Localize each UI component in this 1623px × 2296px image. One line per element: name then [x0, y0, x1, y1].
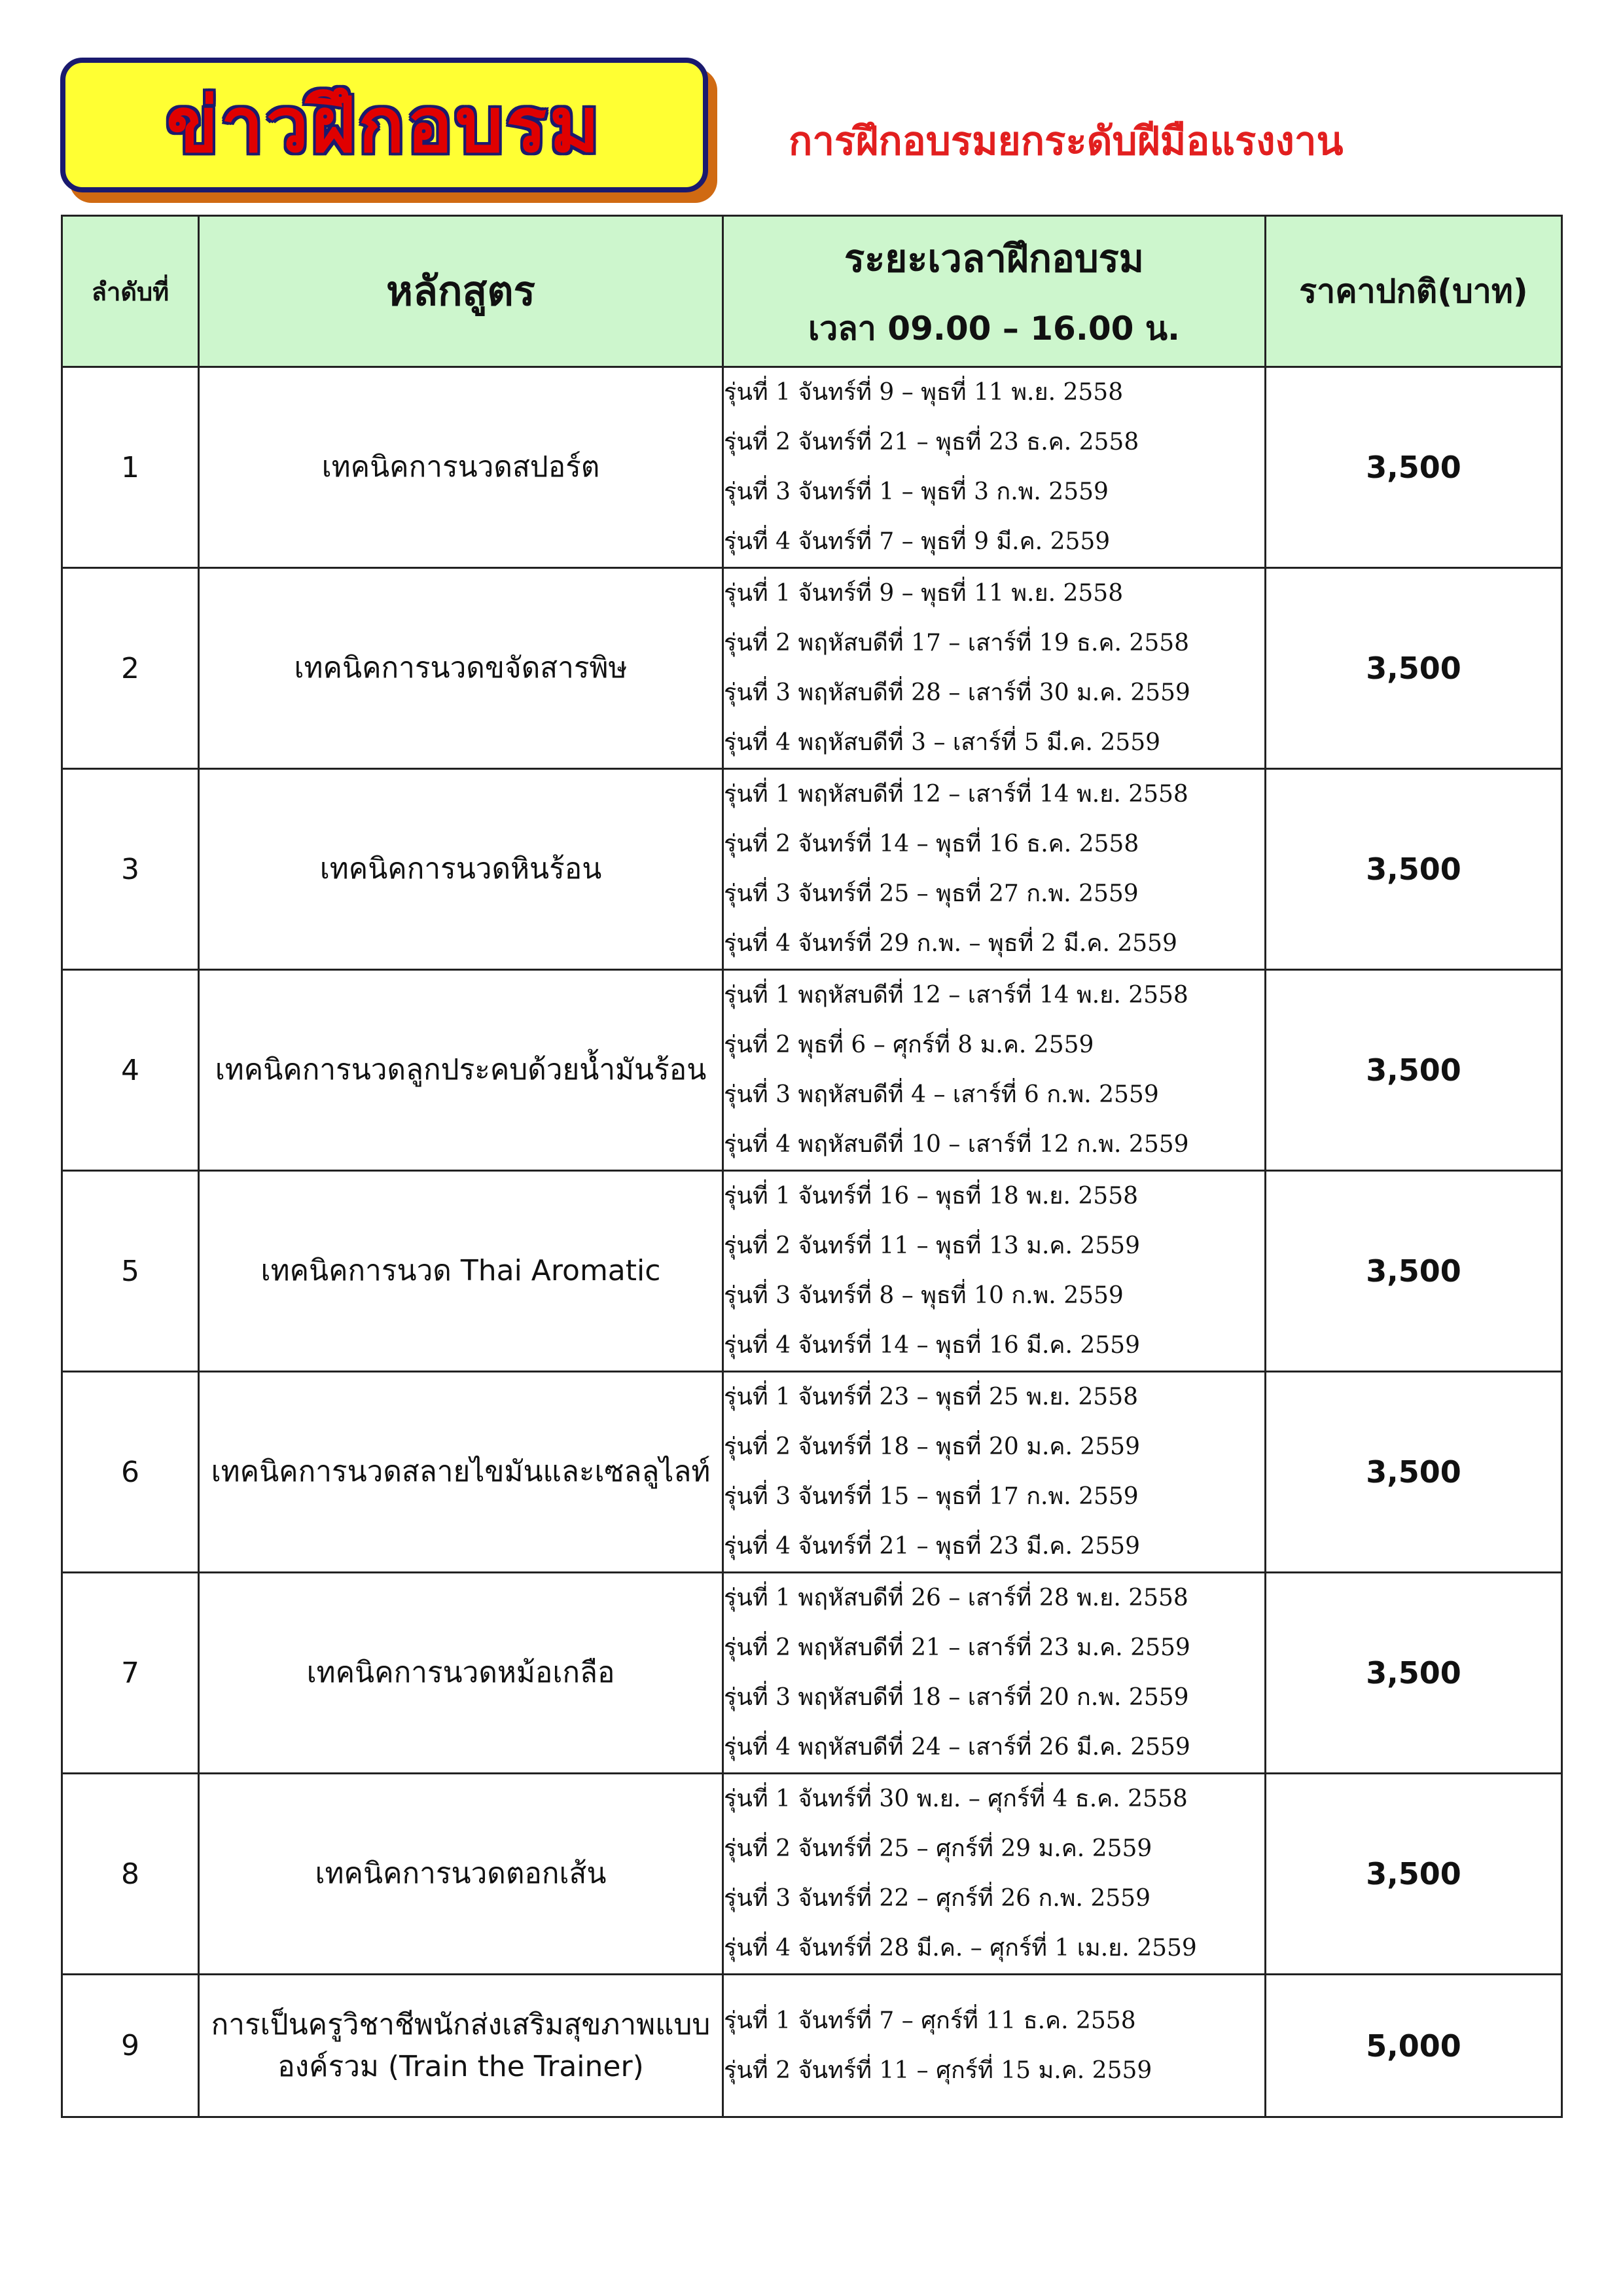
course-price: 3,500: [1266, 1171, 1562, 1372]
session-item: รุ่นที่ 1 จันทร์ที่ 23 – พุธที่ 25 พ.ย. 2558: [724, 1384, 1139, 1410]
row-number: 4: [62, 970, 199, 1171]
row-number: 6: [62, 1372, 199, 1573]
header-row: [62, 216, 1562, 367]
session-item: รุ่นที่ 1 พฤหัสบดีที่ 12 – เสาร์ที่ 14 พ.ย. 2558: [724, 982, 1188, 1009]
course-price: 3,500: [1266, 1573, 1562, 1774]
session-item: รุ่นที่ 3 จันทร์ที่ 25 – พุธที่ 27 ก.พ. 2559: [724, 880, 1139, 907]
row-number: 5: [62, 1171, 199, 1372]
table-row: [62, 1774, 1562, 1975]
session-item: รุ่นที่ 1 จันทร์ที่ 7 – ศุกร์ที่ 11 ธ.ค. 2558: [724, 2007, 1136, 2034]
session-item: รุ่นที่ 2 พฤหัสบดีที่ 21 – เสาร์ที่ 23 ม.ค. 2559: [724, 1634, 1190, 1661]
session-list: [723, 1372, 1266, 1573]
session-item: รุ่นที่ 1 จันทร์ที่ 30 พ.ย. – ศุกร์ที่ 4 ธ.ค. 2558: [724, 1785, 1188, 1812]
session-item: รุ่นที่ 4 จันทร์ที่ 21 – พุธที่ 23 มี.ค. 2559: [724, 1533, 1140, 1560]
table-header: [62, 216, 1562, 367]
row-number: 8: [62, 1774, 199, 1975]
session-list: [723, 1975, 1266, 2117]
table-row: [62, 1573, 1562, 1774]
row-number: 1: [62, 367, 199, 568]
table-row: [62, 568, 1562, 769]
column-header-no-label: ลำดับที่: [91, 277, 169, 306]
session-item: รุ่นที่ 3 จันทร์ที่ 15 – พุธที่ 17 ก.พ. 2559: [724, 1483, 1139, 1510]
course-price: 3,500: [1266, 769, 1562, 970]
session-item: รุ่นที่ 1 พฤหัสบดีที่ 12 – เสาร์ที่ 14 พ.ย. 2558: [724, 781, 1188, 808]
course-price: 3,500: [1266, 1774, 1562, 1975]
session-item: รุ่นที่ 3 พฤหัสบดีที่ 18 – เสาร์ที่ 20 ก.พ. 2559: [724, 1684, 1189, 1711]
page-subtitle: การฝึกอบรมยกระดับฝีมือแรงงาน: [789, 118, 1344, 164]
session-list: [723, 367, 1266, 568]
column-header-price-label: ราคาปกติ(บาท): [1299, 272, 1528, 310]
table-row: [62, 769, 1562, 970]
row-number: 9: [62, 1975, 199, 2117]
table-row: [62, 1372, 1562, 1573]
session-item: รุ่นที่ 4 พฤหัสบดีที่ 10 – เสาร์ที่ 12 ก.พ. 2559: [724, 1131, 1189, 1158]
session-item: รุ่นที่ 2 จันทร์ที่ 25 – ศุกร์ที่ 29 ม.ค. 2559: [724, 1835, 1152, 1862]
session-item: รุ่นที่ 4 จันทร์ที่ 29 ก.พ. – พุธที่ 2 มี.ค. 2559: [724, 930, 1177, 957]
session-item: รุ่นที่ 3 จันทร์ที่ 8 – พุธที่ 10 ก.พ. 2559: [724, 1282, 1124, 1309]
news-banner: [60, 58, 708, 192]
course-price: 3,500: [1266, 568, 1562, 769]
session-item: รุ่นที่ 1 จันทร์ที่ 16 – พุธที่ 18 พ.ย. 2558: [724, 1183, 1139, 1210]
session-item: รุ่นที่ 4 พฤหัสบดีที่ 3 – เสาร์ที่ 5 มี.ค. 2559: [724, 729, 1161, 756]
column-header-course: [199, 216, 723, 367]
session-item: รุ่นที่ 2 จันทร์ที่ 11 – พุธที่ 13 ม.ค. 2559: [724, 1232, 1140, 1259]
banner-title: ข่าวฝึกอบรม: [166, 81, 602, 170]
course-name: เทคนิคการนวดตอกเส้น: [199, 1774, 723, 1975]
table-body: [62, 367, 1562, 2117]
row-number: 2: [62, 568, 199, 769]
course-price: 5,000: [1266, 1975, 1562, 2117]
course-name: เทคนิคการนวดหินร้อน: [199, 769, 723, 970]
course-name: การเป็นครูวิชาชีพนักส่งเสริมสุขภาพแบบองค์รวม (Train the Trainer): [199, 1975, 723, 2117]
session-item: รุ่นที่ 4 จันทร์ที่ 14 – พุธที่ 16 มี.ค. 2559: [724, 1332, 1140, 1359]
course-price: 3,500: [1266, 367, 1562, 568]
session-item: รุ่นที่ 3 จันทร์ที่ 22 – ศุกร์ที่ 26 ก.พ. 2559: [724, 1885, 1150, 1912]
session-item: รุ่นที่ 4 พฤหัสบดีที่ 24 – เสาร์ที่ 26 มี.ค. 2559: [724, 1734, 1190, 1761]
session-list: [723, 1171, 1266, 1372]
session-item: รุ่นที่ 3 พฤหัสบดีที่ 4 – เสาร์ที่ 6 ก.พ. 2559: [724, 1081, 1159, 1108]
session-item: รุ่นที่ 2 จันทร์ที่ 18 – พุธที่ 20 ม.ค. 2559: [724, 1433, 1140, 1460]
table-row: [62, 1975, 1562, 2117]
table-row: [62, 970, 1562, 1171]
session-item: รุ่นที่ 4 จันทร์ที่ 7 – พุธที่ 9 มี.ค. 2559: [724, 528, 1111, 555]
session-item: รุ่นที่ 1 จันทร์ที่ 9 – พุธที่ 11 พ.ย. 2558: [724, 580, 1124, 607]
session-item: รุ่นที่ 2 จันทร์ที่ 14 – พุธที่ 16 ธ.ค. 2558: [724, 831, 1139, 857]
session-item: รุ่นที่ 2 พุธที่ 6 – ศุกร์ที่ 8 ม.ค. 2559: [724, 1031, 1094, 1058]
table-row: [62, 1171, 1562, 1372]
row-number: 7: [62, 1573, 199, 1774]
course-name: เทคนิคการนวดลูกประคบด้วยน้ำมันร้อน: [199, 970, 723, 1171]
session-list: [723, 1573, 1266, 1774]
course-name: เทคนิคการนวดขจัดสารพิษ: [199, 568, 723, 769]
session-list: [723, 970, 1266, 1171]
course-price: 3,500: [1266, 970, 1562, 1171]
session-list: [723, 568, 1266, 769]
column-header-no: [62, 216, 199, 367]
session-item: รุ่นที่ 3 พฤหัสบดีที่ 28 – เสาร์ที่ 30 ม.ค. 2559: [724, 679, 1190, 706]
session-item: รุ่นที่ 2 จันทร์ที่ 21 – พุธที่ 23 ธ.ค. 2558: [724, 429, 1139, 456]
session-item: รุ่นที่ 3 จันทร์ที่ 1 – พุธที่ 3 ก.พ. 2559: [724, 478, 1109, 505]
course-name: เทคนิคการนวดสลายไขมันและเซลลูไลท์: [199, 1372, 723, 1573]
session-item: รุ่นที่ 4 จันทร์ที่ 28 มี.ค. – ศุกร์ที่ 1 เม.ย. 2559: [724, 1935, 1197, 1962]
course-name: เทคนิคการนวดหม้อเกลือ: [199, 1573, 723, 1774]
column-header-period: [723, 216, 1266, 367]
row-number: 3: [62, 769, 199, 970]
column-header-price: [1266, 216, 1562, 367]
course-price: 3,500: [1266, 1372, 1562, 1573]
session-item: รุ่นที่ 1 พฤหัสบดีที่ 26 – เสาร์ที่ 28 พ.ย. 2558: [724, 1585, 1188, 1611]
column-header-course-label: หลักสูตร: [386, 267, 535, 315]
session-list: [723, 769, 1266, 970]
course-name: เทคนิคการนวดสปอร์ต: [199, 367, 723, 568]
session-item: รุ่นที่ 2 จันทร์ที่ 11 – ศุกร์ที่ 15 ม.ค. 2559: [724, 2056, 1152, 2084]
session-item: รุ่นที่ 2 พฤหัสบดีที่ 17 – เสาร์ที่ 19 ธ.ค. 2558: [724, 630, 1190, 656]
course-name: เทคนิคการนวด Thai Aromatic: [199, 1171, 723, 1372]
training-schedule-table: [61, 215, 1563, 2118]
session-list: [723, 1774, 1266, 1975]
column-header-period-label: ระยะเวลาฝึกอบรม: [844, 236, 1145, 281]
session-item: รุ่นที่ 1 จันทร์ที่ 9 – พุธที่ 11 พ.ย. 2558: [724, 379, 1124, 406]
table-row: [62, 367, 1562, 568]
column-header-period-time: เวลา 09.00 – 16.00 น.: [808, 310, 1180, 348]
